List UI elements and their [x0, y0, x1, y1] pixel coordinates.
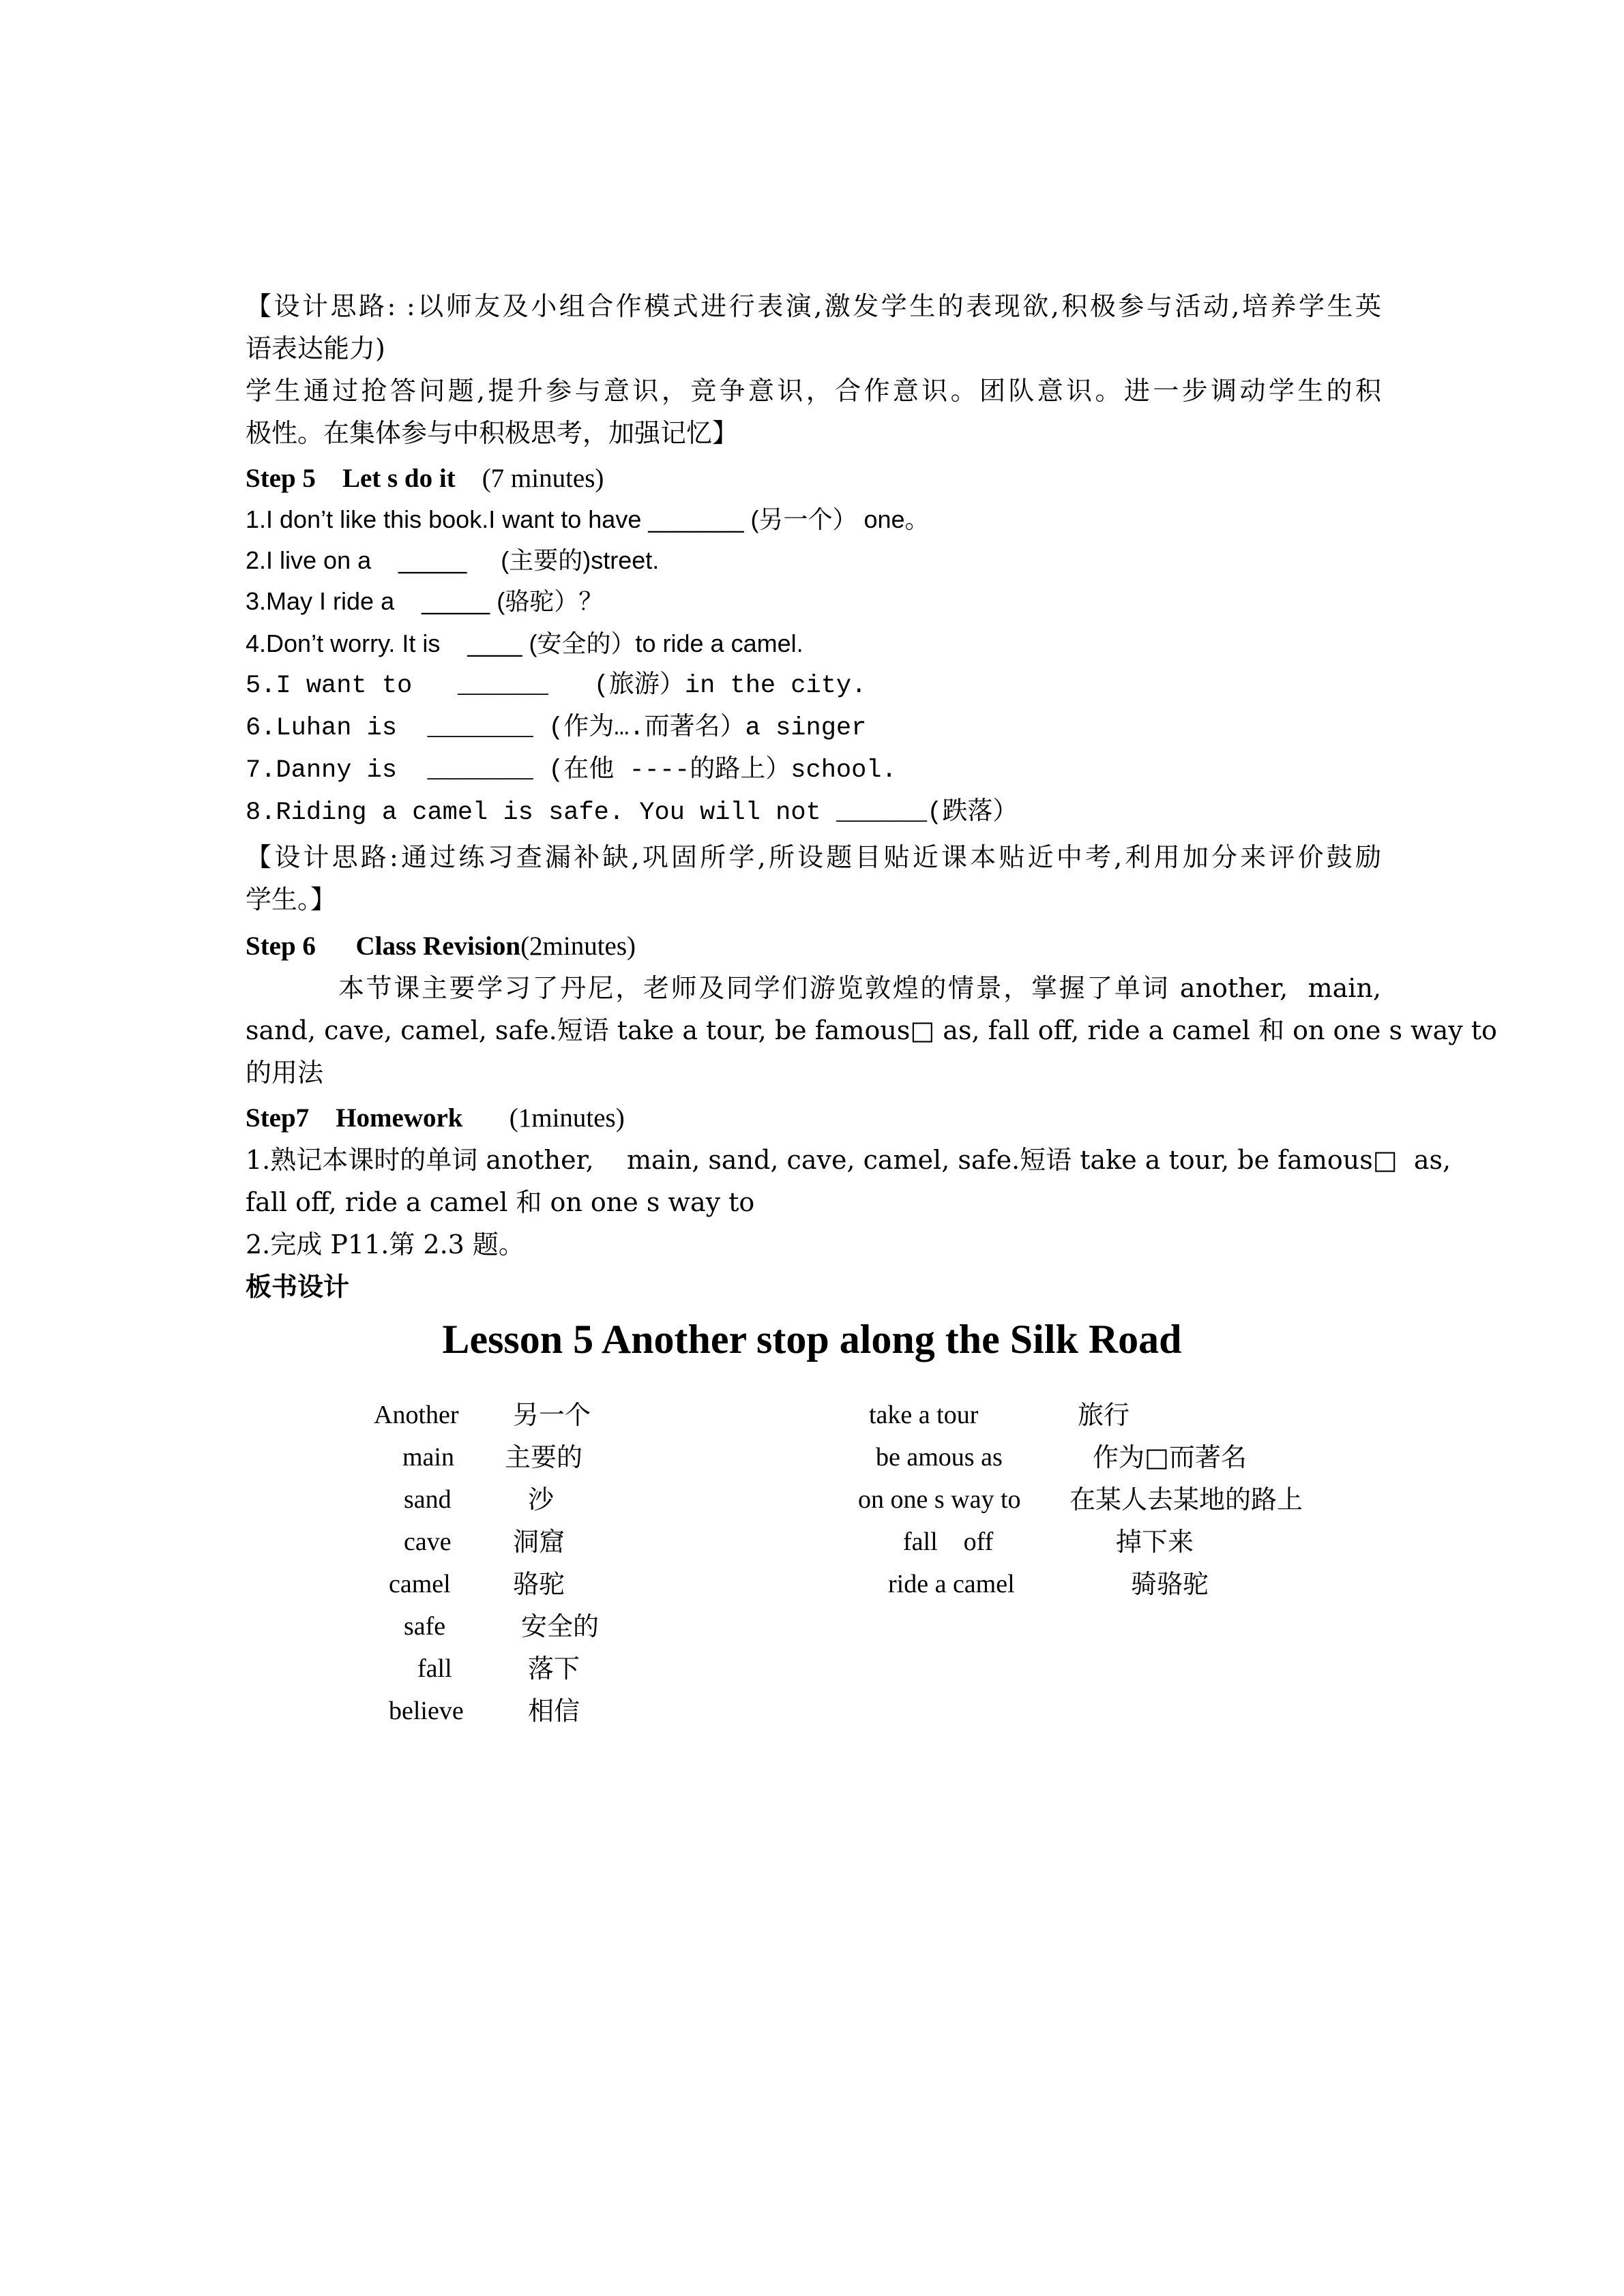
- board-title: Lesson 5 Another stop along the Silk Road: [442, 1317, 1182, 1362]
- step5-label: Step 5: [246, 464, 316, 493]
- revision-line: 本节课主要学习了丹尼，老师及同学们游览敦煌的情景，掌握了单词 another, main,: [338, 973, 1381, 1003]
- design-note-line: 【设计思路: :以师友及小组合作模式进行表演,激发学生的表现欲,积极参与活动,培养学生英: [246, 291, 1381, 321]
- board-phrase-en: be amous as: [876, 1443, 1003, 1472]
- board-word-zh: 骆驼: [513, 1569, 565, 1599]
- board-word-en: Another: [374, 1401, 459, 1429]
- board-word-zh: 落下: [528, 1654, 580, 1684]
- step6-time: (2minutes): [520, 931, 636, 961]
- exercise-item: 6.Luhan is _______ (作为….而著名）a singer: [246, 714, 867, 743]
- board-phrase-zh: 作为□而著名: [1093, 1442, 1247, 1472]
- homework-line: fall off, ride a camel 和 on one s way to: [246, 1187, 755, 1217]
- board-phrase-en: ride a camel: [888, 1570, 1015, 1598]
- board-word-zh: 相信: [528, 1696, 580, 1726]
- exercise-item: 5.I want to ______ (旅游）in the city.: [246, 672, 867, 700]
- step6-heading: [246, 933, 636, 959]
- homework-line: 1.熟记本课时的单词 another, main, sand, cave, camel, safe.短语 take a tour, be famous□ as,: [246, 1145, 1451, 1175]
- board-phrase-zh: 骑骆驼: [1131, 1569, 1209, 1599]
- homework-line: 2.完成 P11.第 2.3 题。: [246, 1229, 525, 1259]
- board-phrase-zh: 旅行: [1078, 1400, 1130, 1430]
- exercise-item: 2.I live on a _____ (主要的)street.: [246, 546, 660, 574]
- step6-label: Step 6: [246, 931, 316, 961]
- board-word-en: cave: [404, 1527, 452, 1556]
- board-word-zh: 沙: [528, 1485, 555, 1515]
- revision-line: sand, cave, camel, safe.短语 take a tour, be famous□ as, fall off, ride a camel 和 on one s way to: [246, 1015, 1497, 1045]
- board-word-en: fall: [417, 1654, 452, 1683]
- exercise-item: 1.I don’t like this book.I want to have _______ (另一个） one。: [246, 505, 930, 533]
- board-phrase-en: take a tour: [869, 1401, 979, 1429]
- revision-line: 的用法: [246, 1058, 324, 1088]
- step5-heading: [246, 465, 604, 492]
- board-word-zh: 安全的: [521, 1611, 600, 1641]
- board-word-zh: 洞窟: [513, 1527, 565, 1557]
- design-note-line: 学生。】: [246, 884, 337, 914]
- step7-heading: [246, 1105, 625, 1131]
- step7-time: (1minutes): [509, 1103, 625, 1133]
- board-phrase-en: fall off: [903, 1527, 994, 1556]
- board-phrase-zh: 在某人去某地的路上: [1069, 1485, 1303, 1515]
- exercise-item: 7.Danny is _______ (在他 ----的路上）school.: [246, 756, 897, 785]
- board-design-heading: 板书设计: [246, 1271, 350, 1302]
- exercise-item: 8.Riding a camel is safe. You will not ______(跌落）: [246, 799, 1018, 827]
- board-word-en: camel: [389, 1570, 451, 1598]
- board-word-zh: 另一个: [513, 1400, 591, 1430]
- step7-label: Step7: [246, 1103, 310, 1133]
- board-word-en: believe: [389, 1697, 464, 1725]
- board-phrase-zh: 掉下来: [1116, 1527, 1194, 1557]
- design-note-line: 【设计思路:通过练习查漏补缺,巩固所学,所设题目贴近课本贴近中考,利用加分来评价鼓励: [246, 842, 1381, 872]
- design-note-line: 语表达能力): [246, 333, 385, 363]
- design-note-line: 极性。在集体参与中积极思考，加强记忆】: [246, 418, 739, 448]
- board-word-en: main: [402, 1443, 454, 1472]
- exercise-item: 3.May I ride a _____ (骆驼）？: [246, 587, 604, 615]
- board-word-zh: 主要的: [505, 1442, 583, 1472]
- exercise-item: 4.Don’t worry. It is ____ (安全的）to ride a camel.: [246, 629, 803, 657]
- board-word-en: sand: [404, 1485, 452, 1514]
- board-phrase-en: on one s way to: [858, 1485, 1021, 1514]
- step5-time: (7 minutes): [482, 464, 604, 493]
- step7-name: Homework: [336, 1103, 463, 1133]
- step5-name: Let s do it: [342, 464, 456, 493]
- board-word-en: safe: [404, 1612, 446, 1641]
- step6-name: Class Revision: [355, 931, 521, 961]
- design-note-line: 学生通过抢答问题,提升参与意识，竞争意识，合作意识。团队意识。进一步调动学生的积: [246, 376, 1381, 406]
